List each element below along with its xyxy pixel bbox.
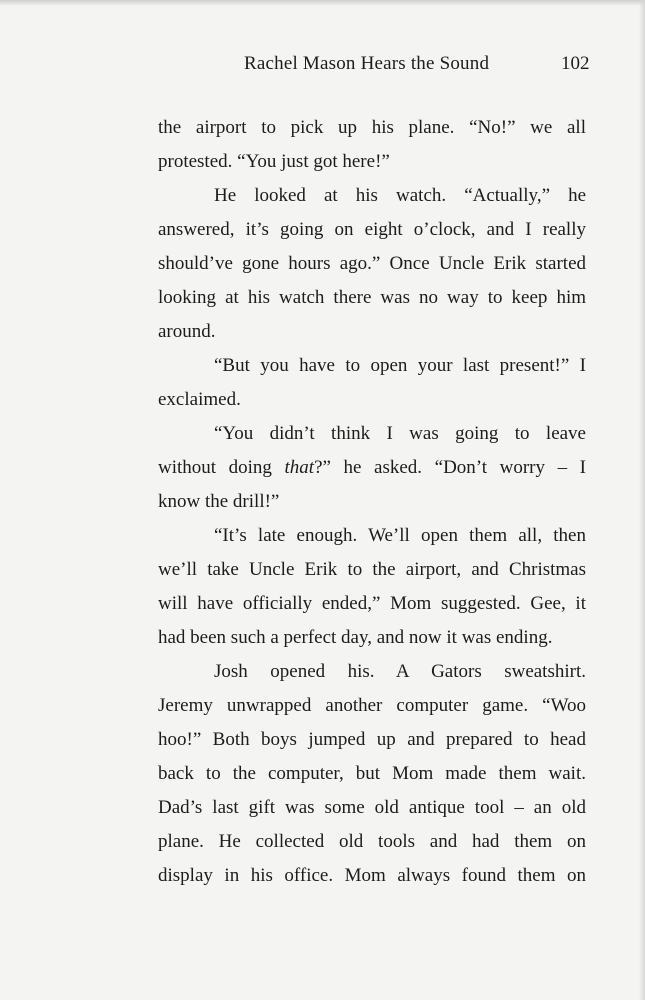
text-line: hoo!” Both boys jumped up and prepared to head xyxy=(158,729,586,750)
paragraph xyxy=(158,655,586,893)
text-line: the airport to pick up his plane. “No!” we all xyxy=(158,117,586,138)
text-line: “You didn’t think I was going to leave xyxy=(214,423,586,444)
paragraph xyxy=(158,179,586,349)
text-line: display in his office. Mom always found them on xyxy=(158,865,586,886)
page-right-edge xyxy=(639,0,645,1000)
text-line: back to the computer, but Mom made them wait. xyxy=(158,763,586,784)
text-line: He looked at his watch. “Actually,” he xyxy=(214,185,586,206)
page-top-edge xyxy=(0,0,645,6)
paragraph xyxy=(158,519,586,655)
paragraph xyxy=(158,417,586,519)
emphasized-word: that xyxy=(284,457,315,478)
text-line: Jeremy unwrapped another computer game. “Woo xyxy=(158,695,586,716)
text-line: will have officially ended,” Mom suggested. Gee, it xyxy=(158,593,586,614)
text-line: plane. He collected old tools and had them on xyxy=(158,831,586,852)
text-line: had been such a perfect day, and now it was ending. xyxy=(158,627,553,648)
text-line: exclaimed. xyxy=(158,389,241,410)
text-line xyxy=(158,451,586,485)
paragraph xyxy=(158,349,586,417)
body-text xyxy=(158,111,586,893)
text-line: around. xyxy=(158,321,216,342)
text-line: we’ll take Uncle Erik to the airport, and Christmas xyxy=(158,559,586,580)
text-line: Dad’s last gift was some old antique tool – an old xyxy=(158,797,586,818)
text-line: answered, it’s going on eight o’clock, and I really xyxy=(158,219,586,240)
text-run: ?” he asked. “Don’t worry – I xyxy=(314,457,586,478)
page-header xyxy=(0,53,645,83)
page-number: 102 xyxy=(561,53,590,74)
paragraph xyxy=(158,111,586,179)
text-line: protested. “You just got here!” xyxy=(158,151,390,172)
text-line: “But you have to open your last present!” I xyxy=(214,355,586,376)
running-head: Rachel Mason Hears the Sound xyxy=(244,53,490,74)
text-run: without doing xyxy=(158,457,285,478)
text-line: should’ve gone hours ago.” Once Uncle Erik started xyxy=(158,253,586,274)
text-line: Josh opened his. A Gators sweatshirt. xyxy=(214,661,586,682)
text-line: “It’s late enough. We’ll open them all, then xyxy=(214,525,586,546)
text-line: looking at his watch there was no way to keep him xyxy=(158,287,586,308)
text-line: know the drill!” xyxy=(158,491,280,512)
